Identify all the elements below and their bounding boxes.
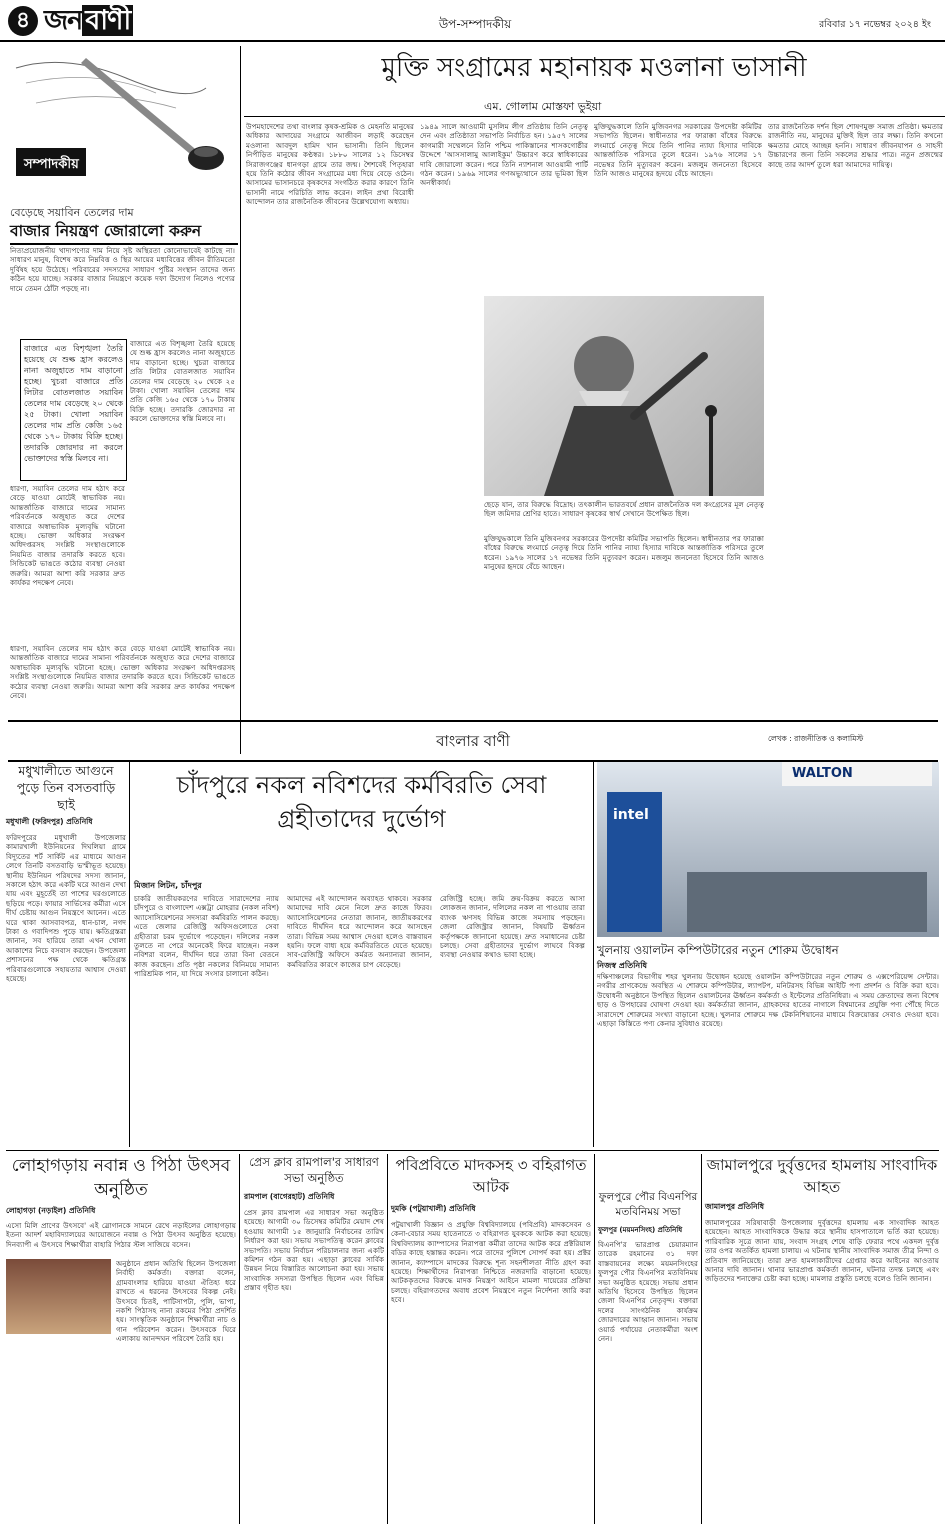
story-press-body: প্রেস ক্লাব রামপাল এর সাধারণ সভা অনুষ্ঠিত হয়েছে। আগামী ৩০ ডিসেম্বর কমিটির মেয়াদ শেষ হওয়ায় আগামী ১৫ জানুয়ারি নির্বাচনের তারিখ নির্ধারণ করা হয়। সভায় সভাপতিত্ব করেন ক্লাবের সভাপতি। সভায় নির্বাচন পরিচালনার জন্য একটি কমিশন গঠন করা হয়। এছাড়া ক্লাবের সার্বিক উন্নয়ন নিয়ে বিস্তারিত আলোচনা করা হয়। সভায় সাংবাদিক সদস্যরা উপস্থিত ছিলেন এবং বিভিন্ন প্রস্তাব গৃহীত হয়। <box>244 1208 384 1293</box>
issue-date: রবিবার ১৭ নভেম্বর ২০২৪ ইং <box>818 19 931 30</box>
editorial-divider <box>240 46 241 754</box>
phulpur-divider <box>701 1154 702 1524</box>
editorial-body-4: ধারণা, সয়াবিন তেলের দাম হঠাৎ করে বেড়ে যাওয়া মোটেই স্বাভাবিক নয়। আন্তর্জাতিক বাজারে দামের সামান্য পরিবর্তনকে অজুহাত করে দেশের বাজারে অস্বাভাবিক মূল্যবৃদ্ধি ঘটানো হচ্ছে। ভোক্তা অধিকার সংরক্ষণ অধিদপ্তরসহ সংশ্লিষ্ট সংস্থাগুলোকে নিয়মিত বাজার তদারকি করতে হবে। সিন্ডিকেট ভাঙতে কঠোর ব্যবস্থা নেওয়া জরুরি। আমরা আশা করি সরকার দ্রুত কার্যকর পদক্ষেপ নেবে। <box>10 644 235 701</box>
feature-col-1: উপমহাদেশের তথা বাংলার কৃষক-শ্রমিক ও মেহনতি মানুষের অধিকার আদায়ের সংগ্রামে আজীবন লড়াই করেছেন মওলানা আবদুল হামিদ খান ভাসানী। তিনি ছিলেন নিপীড়িত মানুষের কণ্ঠস্বর। ১৮৮০ সালের ১২ ডিসেম্বর সিরাজগঞ্জের ধানগড়া গ্রামে তার জন্ম। শৈশবেই পিতৃহারা হয়ে তিনি কঠোর জীবন সংগ্রামের মধ্য দিয়ে বেড়ে ওঠেন। আসামের ভাসানচরে কৃষকদের সংগঠিত করার কারণে তিনি ভাসানী নামে পরিচিতি লাভ করেন। লাইন প্রথা বিরোধী আন্দোলন তার রাজনৈতিক জীবনের উল্লেখযোগ্য অধ্যায়। <box>246 122 414 207</box>
story-phulpur <box>598 1190 698 1524</box>
editorial-art <box>6 48 236 198</box>
story-press-headline: প্রেস ক্লাব রামপাল'র সাধারণ সভা অনুষ্ঠিত <box>249 1155 379 1185</box>
row-2-bottom-rule <box>6 1150 939 1151</box>
feature-col-4: তার রাজনৈতিক দর্শন ছিল শোষণমুক্ত সমাজ প্রতিষ্ঠা। ক্ষমতার রাজনীতি নয়, মানুষের মুক্তিই ছিল তার লক্ষ্য। তিনি কখনো ক্ষমতার মোহে আচ্ছন্ন হননি। সাধারণ জীবনযাপন ও সাহসী উচ্চারণের জন্য তিনি সকলের শ্রদ্ধার পাত্র। নতুন প্রজন্মের কাছে তার আদর্শ তুলে ধরা আমাদের দায়িত্ব। <box>768 122 943 169</box>
story-nabanna <box>6 1154 236 1524</box>
banner-title: বাংলার বাণী <box>436 732 510 750</box>
page-number: ৪ <box>15 8 31 33</box>
drug-divider <box>594 1154 595 1524</box>
story-chandpur-col-2: আমাদের এই আন্দোলন অব্যাহত থাকবে। সরকার আমাদের দাবি মেনে নিলে দ্রুত কাজে ফিরব। অ্যাসোসিয়েশনের নেতারা জানান, জাতীয়করণের দাবিতে দীর্ঘদিন ধরে আন্দোলন করে আসছেন তারা। বিভিন্ন সময় আশ্বাস দেওয়া হলেও বাস্তবায়ন হয়নি। ফলে বাধ্য হয়ে কর্মবিরতিতে যেতে হয়েছে। সাব-রেজিস্ট্রি অফিসে কর্মরত অন্যান্যরা জানান, কর্মবিরতির কারণে কাজের চাপ বেড়েছে। <box>287 894 432 969</box>
story-fire-body: ফরিদপুরের মধুখালী উপজেলার কামারখালী ইউনিয়নের দিঘলিয়া গ্রামে বিদ্যুতের শর্ট সার্কিট এর মাধ্যমে আগুন লেগে তিনটি বসতবাড়ি ভস্মীভূত হয়েছে। স্থানীয় ইউনিয়ন পরিষদের সদস্য জানান, সকালে হঠাৎ করে একটি ঘরে আগুন দেখা যায় এবং মুহূর্তেই তা পাশের ঘরগুলোতে ছড়িয়ে পড়ে। ফায়ার সার্ভিসের কর্মীরা এসে দীর্ঘ চেষ্টায় আগুন নিয়ন্ত্রণে আনেন। এতে ঘরে থাকা আসবাবপত্র, ধান-চাল, নগদ টাকা ও গবাদিপশু পুড়ে যায়। ক্ষতিগ্রস্তরা জানান, সব হারিয়ে তারা এখন খোলা আকাশের নিচে বসবাস করছেন। উপজেলা প্রশাসনের পক্ষ থেকে ক্ষতিগ্রস্ত পরিবারগুলোকে সহায়তার আশ্বাস দেওয়া হয়েছে। <box>6 833 126 984</box>
masthead <box>0 0 945 44</box>
story-walton-byline: নিজস্ব প্রতিনিধি <box>597 961 647 970</box>
story-jamalpur-byline: জামালপুর প্রতিনিধি <box>705 1202 764 1211</box>
story-fire-byline: মধুখালী (ফরিদপুর) প্রতিনিধি <box>6 817 93 826</box>
story-chandpur <box>134 762 589 1147</box>
story-press-byline: রামপাল (বাগেরহাট) প্রতিনিধি <box>244 1192 335 1201</box>
walton-sign-text: WALTON <box>792 766 853 781</box>
bhasani-photo <box>484 296 764 496</box>
editorial-body-1: নিত্যপ্রয়োজনীয় খাদ্যপণ্যের দাম নিয়ে সৃষ্ট অস্থিরতা কোনোভাবেই কাটছে না। সাধারণ মানুষ, বিশেষ করে নিম্নবিত্ত ও স্থির আয়ের মধ্যবিত্তের জীবন রীতিমতো দুর্বিষহ হয়ে উঠেছে। পরিবারের সদস্যদের সাধারণ পুষ্টির সংস্থান তাদের জন্য কঠিন হয়ে যাচ্ছে। সরকার বাজার নিয়ন্ত্রণে কয়েক দফা উদ্যোগ নিলেও পণ্যের দামে তেমন ঠোঁটা পড়ছে না। <box>10 246 235 293</box>
story-nabanna-body-1: এসো মিলি প্রাণের উৎসবে' এই স্লোগানকে সামনে রেখে নড়াইলের লোহাগড়ায় ইতনা আদর্শ মহাবিদ্যালয়ের আয়োজনে নবান্ন ও পিঠা উৎসব অনুষ্ঠিত হয়েছে। দিনব্যাপী এ উৎসবে শিক্ষার্থীরা বাহারি পিঠার স্টল সাজিয়ে বসেন। <box>6 1221 236 1249</box>
story-chandpur-byline: মিজান লিটন, চাঁদপুর <box>134 881 202 890</box>
story-jamalpur <box>705 1154 939 1524</box>
story-drug-headline: পবিপ্রবিতে মাদকসহ ৩ বহিরাগত আটক <box>395 1156 587 1196</box>
story-phulpur-body: বিএনপি'র ভারপ্রাপ্ত চেয়ারম্যান তারেক রহমানের ৩১ দফা বাস্তবায়নের লক্ষ্যে ময়মনসিংহের ফুলপুর পৌর বিএনপির মতবিনিময় সভা অনুষ্ঠিত হয়েছে। সভায় প্রধান অতিথি হিসেবে উপস্থিত ছিলেন জেলা বিএনপির নেতৃবৃন্দ। বক্তারা দলের সাংগঠনিক কার্যক্রম জোরদারের আহ্বান জানান। সভায় ওয়ার্ড পর্যায়ের নেতাকর্মীরা অংশ নেন। <box>598 1240 698 1344</box>
story-chandpur-col-1: চাকরি জাতীয়করণের দাবিতে সারাদেশের ন্যায় চাঁদপুরে ও বাংলাদেশ এক্সট্রা মোহরার (নকল নবিশ) অ্যাসোসিয়েশনের সদস্যরা কর্মবিরতি পালন করছে। এতে জেলার রেজিস্ট্রি অফিসগুলোতে সেবা গ্রহীতারা চরম দুর্ভোগে পড়েছেন। দলিলের নকল তুলতে না পেরে অনেকেই ফিরে যাচ্ছেন। নকল নবিশরা বলেন, দীর্ঘদিন ধরে তারা বিনা বেতনে কাজ করছেন। প্রতি পৃষ্ঠা নকলের বিনিময়ে সামান্য পারিশ্রমিক পান, যা দিয়ে সংসার চালানো কঠিন। <box>134 894 279 979</box>
brand-left: জন <box>44 5 83 36</box>
nabanna-photo <box>6 1259 111 1334</box>
editorial-quote: বাজারে এত বিশৃঙ্খলা তৈরি হয়েছে যে শুল্ক হ্রাস করলেও নানা অজুহাতে দাম বাড়ানো হচ্ছে। খুচরা বাজারে প্রতি লিটার বোতলজাত সয়াবিন তেলের দাম বেড়েছে ২০ থেকে ২৫ টাকা। খোলা সয়াবিন তেলের দাম প্রতি কেজি ১৬৫ থেকে ১৭০ টাকায় বিক্রি হচ্ছে। তদারকি জোরদার না করলে ভোক্তাদের স্বস্তি মিলবে না। <box>24 344 123 463</box>
section-title: উপ-সম্পাদকীয় <box>438 17 512 31</box>
showroom-counter <box>687 872 927 932</box>
editorial-kicker: বেড়েছে সয়াবিন তেলের দাম <box>10 206 134 219</box>
story-nabanna-headline: লোহাগড়ায় নবান্ন ও পিঠা উৎসব অনুষ্ঠিত <box>11 1156 231 1200</box>
feature-col-3-top: মুক্তিযুদ্ধকালে তিনি মুজিবনগর সরকারের উপদেষ্টা কমিটির সভাপতি ছিলেন। স্বাধীনতার পর ফারাক্কা বাঁধের বিরুদ্ধে লংমার্চে নেতৃত্ব দিয়ে তিনি পানির ন্যায্য হিস্যার দাবিকে আন্তর্জাতিক পরিসরে তুলে ধরেন। ১৯৭৬ সালের ১৭ নভেম্বর তিনি মৃত্যুবরণ করেন। মজলুম জননেতা হিসেবে তিনি আজও মানুষের হৃদয়ে বেঁচে আছেন। <box>594 122 762 179</box>
masthead-rule <box>0 40 945 42</box>
feature-photo-caption: ছেড়ে যান, তার বিরুদ্ধে বিদ্রোহ। তৎকালীন ভারতবর্ষে প্রধান রাজনৈতিক দল কংগ্রেসের মূল নেতৃত্ব ছিল জমিদার শ্রেণির হাতে। সাধারণ কৃষকের স্বার্থ সেখানে উপেক্ষিত ছিল। <box>484 500 764 519</box>
intel-logo-text: intel <box>613 807 649 823</box>
story-drug <box>391 1154 591 1524</box>
story-fire-headline: মধুখালীতে আগুনে পুড়ে তিন বসতবাড়ি ছাই <box>16 763 116 812</box>
editorial-body-2: বাজারে এত বিশৃঙ্খলা তৈরি হয়েছে যে শুল্ক হ্রাস করলেও নানা অজুহাতে দাম বাড়ানো হচ্ছে। খুচরা বাজারে প্রতি লিটার বোতলজাত সয়াবিন তেলের দাম বেড়েছে ২০ থেকে ২৫ টাকা। খোলা সয়াবিন তেলের দাম প্রতি কেজি ১৬৫ থেকে ১৭০ টাকায় বিক্রি হচ্ছে। তদারকি জোরদার না করলে ভোক্তাদের স্বস্তি মিলবে না। <box>130 339 235 424</box>
editorial-headline: বাজার নিয়ন্ত্রণ জোরালো করুন <box>10 221 238 245</box>
feature-section <box>244 44 945 754</box>
editorial-body-3: ধারণা, সয়াবিন তেলের দাম হঠাৎ করে বেড়ে যাওয়া মোটেই স্বাভাবিক নয়। আন্তর্জাতিক বাজারে দামের সামান্য পরিবর্তনকে অজুহাত করে দেশের বাজারে অস্বাভাবিক মূল্যবৃদ্ধি ঘটানো হচ্ছে। ভোক্তা অধিকার সংরক্ষণ অধিদপ্তরসহ সংশ্লিষ্ট সংস্থাগুলোকে নিয়মিত বাজার তদারকি করতে হবে। সিন্ডিকেট ভাঙতে কঠোর ব্যবস্থা নেওয়া জরুরি। আমরা আশা করি সরকার দ্রুত কার্যকর পদক্ষেপ নেবে। <box>10 484 125 588</box>
story-drug-byline: দুমকি (পটুয়াখালী) প্রতিনিধি <box>391 1204 476 1213</box>
chandpur-divider <box>593 762 594 1147</box>
story-nabanna-byline: লোহাগড়া (নড়াইল) প্রতিনিধি <box>6 1206 96 1215</box>
walton-showroom-photo <box>597 762 939 937</box>
story-nabanna-body-2: অনুষ্ঠানে প্রধান অতিথি ছিলেন উপজেলা নির্বাহী কর্মকর্তা। বক্তারা বলেন, গ্রামবাংলার হারিয়ে যাওয়া ঐতিহ্য ধরে রাখতে এ ধরনের উৎসবের বিকল্প নেই। উৎসবে চিতই, পাটিসাপটা, পুলি, ভাপা, নকশি পিঠাসহ নানা রকমের পিঠা প্রদর্শিত হয়। সাংস্কৃতিক অনুষ্ঠানে শিক্ষার্থীরা নাচ ও গান পরিবেশন করেন। উৎসবকে ঘিরে এলাকায় আনন্দঘন পরিবেশ তৈরি হয়। <box>116 1259 236 1344</box>
page-number-badge <box>8 6 38 36</box>
editorial-section <box>0 44 240 754</box>
editorial-label: সম্পাদকীয় <box>24 157 79 172</box>
story-phulpur-headline: ফুলপুরে পৌর বিএনপির মতবিনিময় সভা <box>598 1191 698 1218</box>
story-walton-headline: খুলনায় ওয়ালটন কম্পিউটারের নতুন শোরুম উদ্বোধন <box>597 943 839 957</box>
feature-headline: মুক্তি সংগ্রামের মহানায়ক মওলানা ভাসানী <box>381 53 807 83</box>
brand-logo <box>44 4 133 38</box>
story-jamalpur-body: জামালপুরের সরিষাবাড়ী উপজেলায় দুর্বৃত্তদের হামলায় এক সাংবাদিক আহত হয়েছেন। আহত সাংবাদিককে উদ্ধার করে স্থানীয় হাসপাতালে ভর্তি করা হয়েছে। পারিবারিক সূত্রে জানা যায়, সংবাদ সংগ্রহ শেষে বাড়ি ফেরার পথে একদল দুর্বৃত্ত তার ওপর অতর্কিত হামলা চালায়। এ ঘটনায় স্থানীয় সাংবাদিক সমাজ তীব্র নিন্দা ও প্রতিবাদ জানিয়েছে। তারা দ্রুত হামলাকারীদের গ্রেপ্তার করে আইনের আওতায় আনার দাবি জানান। থানার ভারপ্রাপ্ত কর্মকর্তা জানান, ঘটনার তদন্ত চলছে এবং জড়িতদের শনাক্তের চেষ্টা করা হচ্ছে। মামলার প্রস্তুতি চলছে বলেও তিনি জানান। <box>705 1218 939 1284</box>
brand-right: বাণী <box>82 5 133 36</box>
story-press <box>244 1154 384 1524</box>
press-divider <box>387 1154 388 1524</box>
story-phulpur-byline: ফুলপুর (ময়মনসিংহ) প্রতিনিধি <box>598 1226 683 1234</box>
story-fire <box>6 762 126 1142</box>
banner-bar <box>8 720 938 762</box>
story-walton <box>597 762 939 1147</box>
feature-author-rule <box>244 116 945 117</box>
feature-writer-note: লেখক : রাজনীতিক ও কলামিস্ট <box>768 734 864 743</box>
story-chandpur-col-3: রেজিস্ট্রি হচ্ছে। জমি ক্রয়-বিক্রয় করতে আসা লোকজন জানান, দলিলের নকল না পাওয়ায় তারা ব্যাংক ঋণসহ বিভিন্ন কাজে সমস্যায় পড়ছেন। জেলা রেজিস্ট্রার জানান, বিষয়টি ঊর্ধ্বতন কর্তৃপক্ষকে জানানো হয়েছে। দ্রুত সমাধানের চেষ্টা চলছে। সেবা গ্রহীতাদের দুর্ভোগ লাঘবে বিকল্প ব্যবস্থা নেওয়ার কথাও ভাবা হচ্ছে। <box>440 894 585 960</box>
nabanna-divider <box>239 1154 240 1524</box>
editorial-quote-box <box>20 339 127 481</box>
story-drug-body: পটুয়াখালী বিজ্ঞান ও প্রযুক্তি বিশ্ববিদ্যালয়ে (পবিপ্রবি) মাদকসেবন ও কেনা-বেচার সময় হাতেনাতে ৩ বহিরাগত যুবককে আটক করা হয়েছে। বিশ্ববিদ্যালয় ক্যাম্পাসের নিরাপত্তা কর্মীরা তাদের আটক করে প্রক্টরিয়াল বডির কাছে হস্তান্তর করেন। পরে তাদের পুলিশে সোপর্দ করা হয়। প্রক্টর জানান, ক্যাম্পাসে মাদকের বিরুদ্ধে শূন্য সহনশীলতা নীতি গ্রহণ করা হয়েছে। শিক্ষার্থীদের নিরাপত্তা নিশ্চিতে নজরদারি বাড়ানো হয়েছে। আটককৃতদের বিরুদ্ধে মাদক নিয়ন্ত্রণ আইনে মামলা দায়েরের প্রক্রিয়া চলছে। বহিরাগতদের অবাধ প্রবেশ নিয়ন্ত্রণে নতুন নির্দেশনা জারি করা হবে। <box>391 1220 591 1305</box>
story-chandpur-headline: চাঁদপুরে নকল নবিশদের কর্মবিরতি সেবা গ্রহীতাদের দুর্ভোগ <box>176 771 547 833</box>
story-walton-body: দক্ষিণাঞ্চলের বিভাগীয় শহর খুলনায় উদ্বোধন হয়েছে ওয়ালটন কম্পিউটারের নতুন শোরুম ও এক্সপেরিয়েন্স সেন্টার। নগরীর প্রাণকেন্দ্রে অবস্থিত এ শোরুমে কম্পিউটার, ল্যাপটপ, মনিটরসহ বিভিন্ন আইটি পণ্য প্রদর্শন ও বিক্রি করা হবে। উদ্বোধনী অনুষ্ঠানে উপস্থিত ছিলেন ওয়ালটনের ঊর্ধ্বতন কর্মকর্তা ও ইন্টেলের প্রতিনিধিরা। এ সময় ক্রেতাদের জন্য বিশেষ ছাড় ও উপহারের ঘোষণা দেওয়া হয়। কর্মকর্তারা জানান, গ্রাহকদের হাতের নাগালে বিশ্বমানের প্রযুক্তি পণ্য পৌঁছে দিতে সারাদেশে শোরুমের সংখ্যা বাড়ানো হচ্ছে। খুলনার শোরুমে দক্ষ টেকনিশিয়ানের মাধ্যমে বিক্রয়োত্তর সেবাও দেওয়া হবে। এছাড়া কিস্তিতে পণ্য কেনার সুবিধাও রয়েছে। <box>597 972 939 1029</box>
story-jamalpur-headline: জামালপুরে দুর্বৃত্তদের হামলায় সাংবাদিক আহত <box>706 1156 938 1196</box>
feature-author: এম. গোলাম মোস্তফা ভুইয়া <box>484 100 602 113</box>
bhasani-portrait-illustration <box>484 296 764 496</box>
feature-col-2: ১৯৪৯ সালে আওয়ামী মুসলিম লীগ প্রতিষ্ঠায় তিনি নেতৃত্ব দেন এবং প্রতিষ্ঠাতা সভাপতি নির্বাচিত হন। ১৯৫৭ সালের কাগমারী সম্মেলনে তিনি পশ্চিম পাকিস্তানের শাসকগোষ্ঠীর উদ্দেশে 'আসসালামু আলাইকুম' উচ্চারণ করে স্বাধিকারের দাবি জোরালো করেন। পরে তিনি ন্যাশনাল আওয়ামী পার্টি গঠন করেন। ১৯৬৯ সালের গণঅভ্যুত্থানে তার ভূমিকা ছিল অনস্বীকার্য। <box>420 122 588 188</box>
fire-divider <box>129 762 130 1147</box>
feature-col-3-bottom: মুক্তিযুদ্ধকালে তিনি মুজিবনগর সরকারের উপদেষ্টা কমিটির সভাপতি ছিলেন। স্বাধীনতার পর ফারাক্কা বাঁধের বিরুদ্ধে লংমার্চে নেতৃত্ব দিয়ে তিনি পানির ন্যায্য হিস্যার দাবিকে আন্তর্জাতিক পরিসরে তুলে ধরেন। ১৯৭৬ সালের ১৭ নভেম্বর তিনি মৃত্যুবরণ করেন। মজলুম জননেতা হিসেবে তিনি আজও মানুষের হৃদয়ে বেঁচে আছেন। <box>484 534 764 572</box>
